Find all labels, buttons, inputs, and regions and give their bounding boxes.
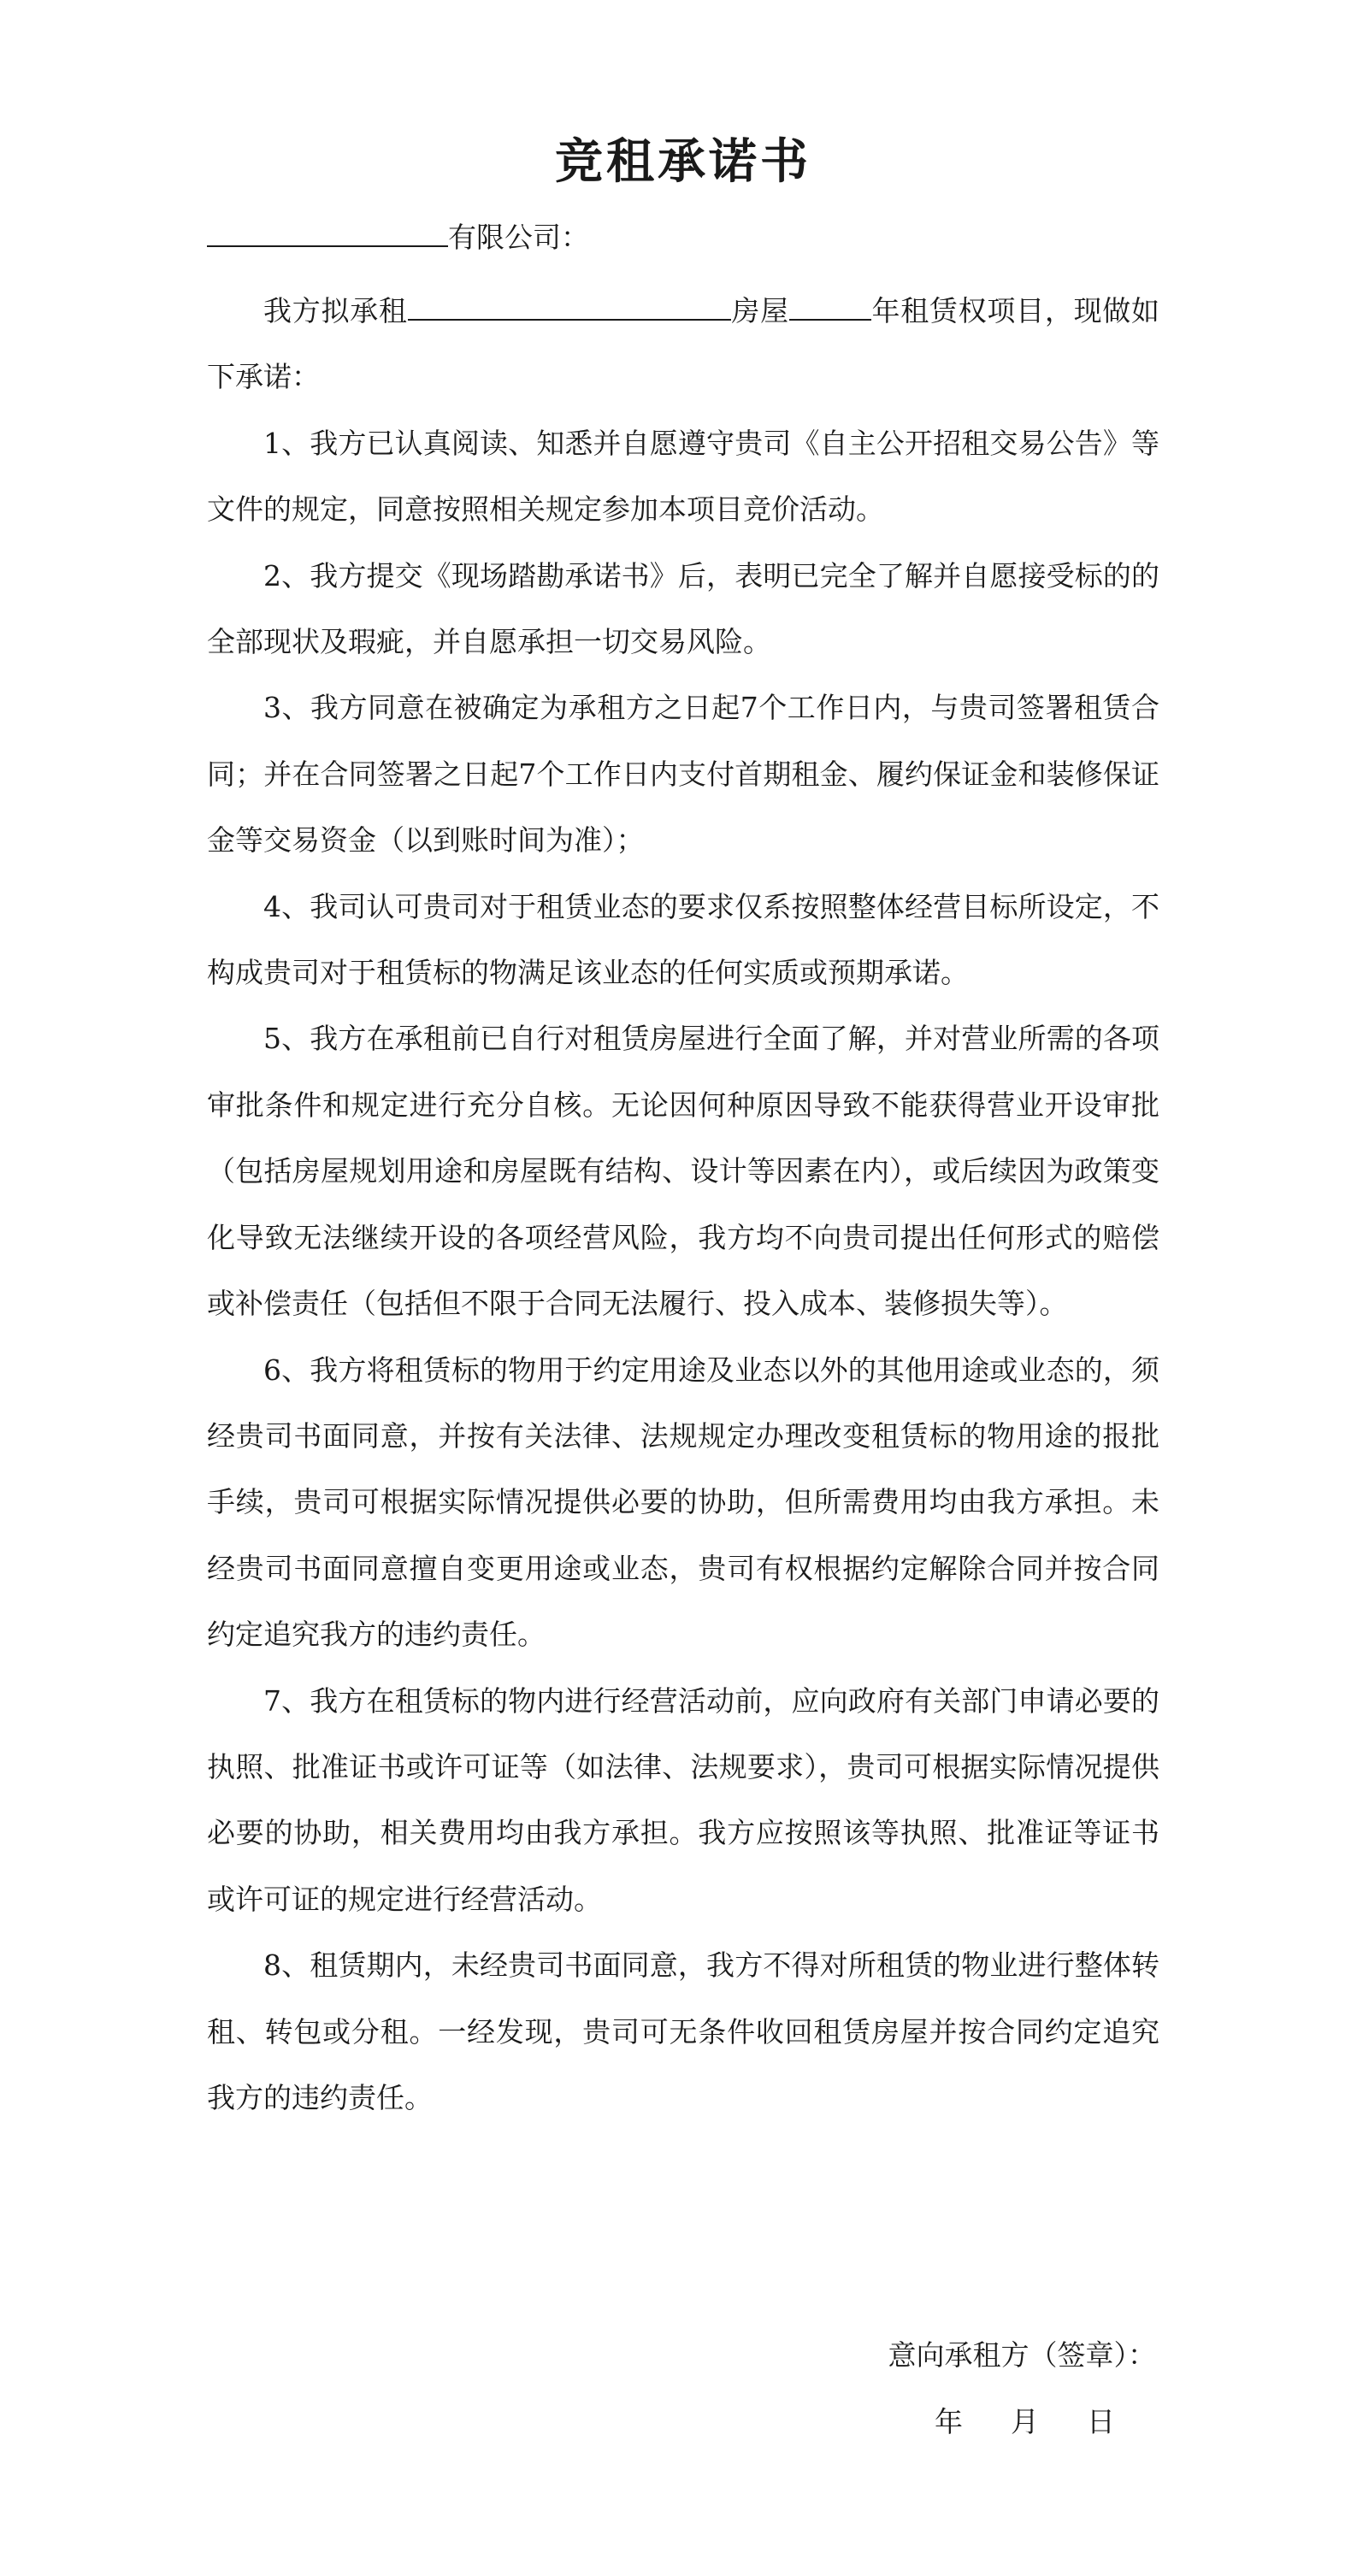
addressee-suffix: 有限公司： bbox=[448, 221, 589, 254]
signature-label: 意向承租方（签章）： bbox=[888, 2338, 1156, 2372]
clause-7: 7、我方在租赁标的物内进行经营活动前，应向政府有关部门申请必要的执照、批准证书或许可证等（如法律、法规要求），贵司可根据实际情况提供必要的协助，相关费用均由我方承担。我方应按照该等执照、批准证等证书或许可证的规定进行经营活动。 bbox=[207, 1683, 1159, 1916]
company-name-blank[interactable] bbox=[207, 216, 448, 247]
date-year-label: 年 bbox=[935, 2405, 963, 2438]
date-day-label: 日 bbox=[1087, 2405, 1115, 2438]
document-title: 竞租承诺书 bbox=[555, 134, 811, 190]
clause-4: 4、我司认可贵司对于租赁业态的要求仅系按照整体经营目标所设定，不构成贵司对于租赁标的物满足该业态的任何实质或预期承诺。 bbox=[207, 889, 1159, 990]
signature-date bbox=[207, 2392, 1159, 2452]
intro-text-1: 我方拟承租 bbox=[263, 294, 408, 327]
intro-paragraph bbox=[207, 278, 1159, 410]
clause-6: 6、我方将租赁标的物用于约定用途及业态以外的其他用途或业态的，须经贵司书面同意，并按有关法律、法规规定办理改变租赁标的物用途的报批手续，贵司可根据实际情况提供必要的协助，但所需费用均由我方承担。未经贵司书面同意擅自变更用途或业态，贵司有权根据约定解除合同并按合同约定追究我方的违约责任。 bbox=[207, 1353, 1159, 1652]
intro-text-2: 房屋 bbox=[730, 294, 789, 327]
clause-3: 3、我方同意在被确定为承租方之日起7个工作日内，与贵司签署租赁合同；并在合同签署之日起7个工作日内支付首期租金、履约保证金和装修保证金等交易资金（以到账时间为准）； bbox=[207, 691, 1159, 858]
clause-1: 1、我方已认真阅读、知悉并自愿遵守贵司《自主公开招租交易公告》等文件的规定，同意按照相关规定参加本项目竞价活动。 bbox=[207, 426, 1159, 527]
intro-text-3: 年租赁权项目，现做如下承诺： bbox=[207, 294, 1160, 394]
house-name-blank[interactable] bbox=[408, 290, 731, 321]
addressee-line bbox=[207, 212, 589, 263]
signature-block bbox=[207, 2325, 1159, 2452]
lease-years-blank[interactable] bbox=[789, 290, 871, 321]
clause-2: 2、我方提交《现场踏勘承诺书》后，表明已完全了解并自愿接受标的的全部现状及瑕疵，并自愿承担一切交易风险。 bbox=[207, 558, 1159, 659]
date-month-label: 月 bbox=[1011, 2405, 1039, 2438]
clause-5: 5、我方在承租前已自行对租赁房屋进行全面了解，并对营业所需的各项审批条件和规定进行充分自核。无论因何种原因导致不能获得营业开设审批（包括房屋规划用途和房屋既有结构、设计等因素在内），或后续因为政策变化导致无法继续开设的各项经营风险，我方均不向贵司提出任何形式的赔偿或补偿责任（包括但不限于合同无法履行、投入成本、装修损失等）。 bbox=[207, 1022, 1159, 1321]
document-body bbox=[207, 278, 1159, 2131]
clause-8: 8、租赁期内，未经贵司书面同意，我方不得对所租赁的物业进行整体转租、转包或分租。一经发现，贵司可无条件收回租赁房屋并按合同约定追究我方的违约责任。 bbox=[207, 1948, 1159, 2114]
